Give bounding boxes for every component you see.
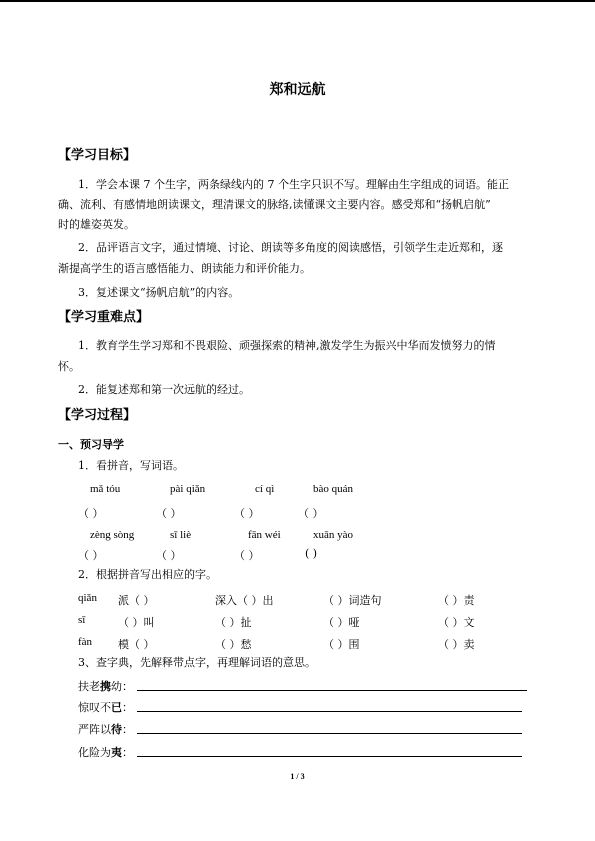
page-title: 郑和远航 <box>269 82 326 98</box>
goal-line-4: 2．品评语言文字，通过情境、讨论、朗读等多角度的阅读感悟，引领学生走近郑和，逐 <box>78 241 503 254</box>
keypoint-line-3: 2．能复述郑和第一次远航的经过。 <box>78 383 250 396</box>
subheading-preview: 一、预习导学 <box>58 438 124 451</box>
pinyin-1: mǎ tóu <box>90 483 121 495</box>
pinyin-5: zèng sòng <box>90 529 135 541</box>
task-1-label: 1．看拼音，写词语。 <box>78 459 184 472</box>
pinyin-3: cí qì <box>255 483 275 495</box>
answer-blank[interactable]: （ ） <box>156 507 182 520</box>
answer-blank[interactable]: （ ） <box>234 507 260 520</box>
char-fill[interactable]: （ ）围 <box>323 638 360 651</box>
answer-blank[interactable]: ( ) <box>305 547 318 560</box>
answer-line[interactable] <box>137 711 522 712</box>
keypoint-line-2: 怀。 <box>58 360 80 373</box>
answer-blank[interactable]: （ ） <box>156 549 182 562</box>
goal-line-6: 3．复述课文“扬帆启航”的内容。 <box>78 286 240 299</box>
goal-line-1: 1．学会本课 7 个生字，两条绿线内的 7 个生字只识不写。理解由生字组成的词语。能正 <box>78 178 509 191</box>
char-fill[interactable]: 深入（ ）出 <box>215 594 274 607</box>
pinyin-6: sī liè <box>170 529 192 541</box>
char-row-pinyin: sī <box>78 614 86 626</box>
pinyin-4: bào quán <box>313 483 354 495</box>
char-fill[interactable]: （ ）叫 <box>118 616 155 629</box>
goal-line-2: 确、流利、有感情地朗读课文，理清课文的脉络,读懂课文主要内容。感受郑和“扬帆启航” <box>58 198 491 211</box>
top-rule <box>0 0 595 2</box>
char-row-pinyin: qiǎn <box>78 592 97 604</box>
answer-line[interactable] <box>137 733 522 734</box>
char-fill[interactable]: （ ）卖 <box>438 638 475 651</box>
pinyin-2: pài qiǎn <box>170 483 206 495</box>
keypoint-line-1: 1．教育学生学习郑和不畏艰险、顽强探索的精神,激发学生为振兴中华而发愤努力的情 <box>78 339 496 352</box>
answer-blank[interactable]: （ ） <box>234 549 260 562</box>
answer-line[interactable] <box>137 690 527 691</box>
section-heading-process: 【学习过程】 <box>58 408 137 423</box>
char-fill[interactable]: （ ）责 <box>438 594 475 607</box>
goal-line-5: 渐提高学生的语言感悟能力、朗读能力和评价能力。 <box>58 262 311 275</box>
char-fill[interactable]: （ ）扯 <box>215 616 252 629</box>
vocab-word: 惊叹不已： <box>78 701 133 714</box>
char-fill[interactable]: （ ）词造句 <box>323 594 382 607</box>
goal-line-3: 时的雄姿英发。 <box>58 218 135 231</box>
vocab-word: 严阵以待： <box>78 723 133 736</box>
char-fill[interactable]: （ ）愁 <box>215 638 252 651</box>
task-3-label: 3、查字典，先解释带点字，再理解词语的意思。 <box>78 656 316 669</box>
answer-blank[interactable]: （ ） <box>78 549 104 562</box>
answer-line[interactable] <box>137 756 522 757</box>
page-number: 1 / 3 <box>290 772 305 781</box>
char-row-pinyin: fàn <box>78 636 93 648</box>
section-heading-goals: 【学习目标】 <box>58 148 137 163</box>
section-heading-keypoints: 【学习重难点】 <box>58 310 150 325</box>
char-fill[interactable]: 模（ ） <box>118 638 155 651</box>
char-fill[interactable]: （ ）文 <box>438 616 475 629</box>
vocab-word: 扶老携幼： <box>78 680 133 693</box>
vocab-word: 化险为夷： <box>78 746 133 759</box>
answer-blank[interactable]: （ ） <box>78 507 104 520</box>
char-fill[interactable]: （ ）哑 <box>323 616 360 629</box>
task-2-label: 2．根据拼音写出相应的字。 <box>78 568 217 581</box>
char-fill[interactable]: 派（ ） <box>118 594 155 607</box>
pinyin-7: fān wéi <box>248 529 281 541</box>
answer-blank[interactable]: （ ） <box>298 507 324 520</box>
pinyin-8: xuān yào <box>313 529 354 541</box>
